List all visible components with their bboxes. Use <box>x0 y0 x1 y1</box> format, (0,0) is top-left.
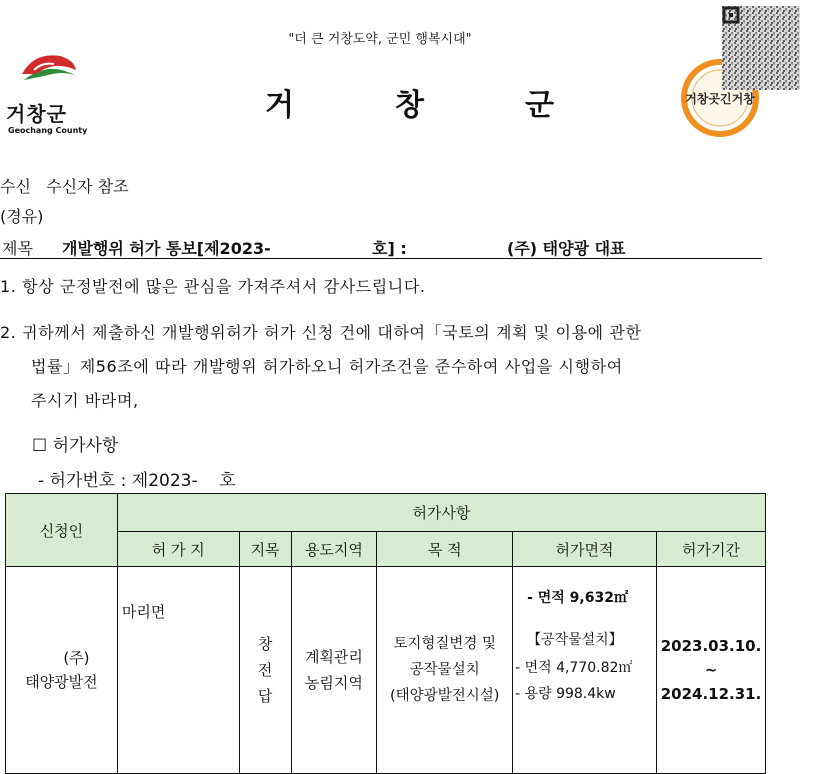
area-main: - 면적 9,632㎡ <box>527 590 628 606</box>
body-item-1: 1. 항상 군정발전에 많은 관심을 가져주셔서 감사드립니다. <box>0 277 426 296</box>
qr-code <box>722 6 800 90</box>
area-sub-area: - 면적 4,770.82㎡ <box>515 660 633 676</box>
body-item-2-line-2: 법률」제56조에 따라 개발행위 허가하오니 허가조건을 준수하여 사업을 시행하여 <box>31 357 623 376</box>
recipient-label: 수신 <box>0 177 31 196</box>
column-header-area: 허가면적 <box>513 532 657 567</box>
area-sub-capacity: - 용량 998.4kw <box>515 686 616 702</box>
table-row <box>6 567 766 774</box>
logo-county-english: Geochang County <box>8 126 88 135</box>
period-end: 2024.12.31. <box>660 685 762 703</box>
column-header-location: 허 가 지 <box>117 532 239 567</box>
organization-name <box>200 80 620 124</box>
permit-number-label: - 허가번호 : <box>38 471 127 491</box>
cell-period <box>657 567 766 774</box>
period-separator: ~ <box>704 661 718 679</box>
recipient-value: 수신자 참조 <box>46 177 129 196</box>
applicant-line: 태양광발전 <box>25 673 98 691</box>
cell-land-category <box>239 567 291 774</box>
subject-line <box>0 234 762 259</box>
permit-number-line <box>38 466 236 491</box>
purpose-line: 토지형질변경 및 <box>393 636 497 652</box>
period-start: 2023.03.10. <box>660 637 762 655</box>
land-category-char: 전 <box>257 661 273 679</box>
subject-label: 제목 <box>2 239 33 258</box>
land-category-char: 창 <box>257 635 273 653</box>
subject-recipient: (주) 태양광 대표 <box>507 239 626 258</box>
land-category-char: 답 <box>257 687 273 705</box>
section-heading: ☐ 허가사항 <box>32 436 119 456</box>
county-logo <box>6 50 96 140</box>
column-header-period: 허가기간 <box>657 532 766 567</box>
subject-title: 개발행위 허가 통보[제2023- <box>62 239 271 258</box>
cell-location <box>117 567 239 774</box>
zone-line: 농림지역 <box>304 674 363 692</box>
logo-county-name: 거창군 <box>6 102 67 126</box>
applicant-line: (주) <box>63 649 90 667</box>
column-header-zone: 용도지역 <box>291 532 377 567</box>
cell-zone <box>291 567 377 774</box>
cell-applicant <box>6 567 118 774</box>
body-item-2-line-3: 주시기 바라며, <box>31 391 139 410</box>
zone-line: 계획관리 <box>304 648 363 666</box>
purpose-line: (태양광발전시설) <box>390 688 500 704</box>
org-char: 창 <box>395 88 425 123</box>
column-header-purpose: 목 적 <box>377 532 513 567</box>
column-header-land-category: 지목 <box>239 532 291 567</box>
seal-text: 거창곳긴거창 <box>685 92 755 106</box>
org-char: 거 <box>265 88 295 123</box>
area-sub-heading: 【공작물설치】 <box>527 632 623 648</box>
location-text: 마리면 <box>121 603 166 621</box>
column-header-permit-details: 허가사항 <box>117 494 765 532</box>
purpose-line: 공작물설치 <box>409 662 480 678</box>
slogan: "더 큰 거창도약, 군민 행복시대" <box>288 32 472 47</box>
body-item-2-line-1: 2. 귀하께서 제출하신 개발행위허가 허가 신청 건에 대하여「국토의 계획 및 이용에 관한 <box>0 323 642 342</box>
via-line: (경유) <box>0 207 44 226</box>
cell-area <box>513 567 657 774</box>
county-emblem-icon <box>14 50 84 98</box>
permit-table <box>5 493 766 774</box>
recipient-line <box>0 174 129 197</box>
qr-code-icon <box>722 6 800 90</box>
cell-purpose <box>377 567 513 774</box>
org-char: 군 <box>525 88 555 123</box>
permit-number-value: 제2023- 호 <box>131 471 236 491</box>
column-header-applicant: 신청인 <box>6 494 118 567</box>
subject-number-suffix: 호] : <box>372 239 407 258</box>
